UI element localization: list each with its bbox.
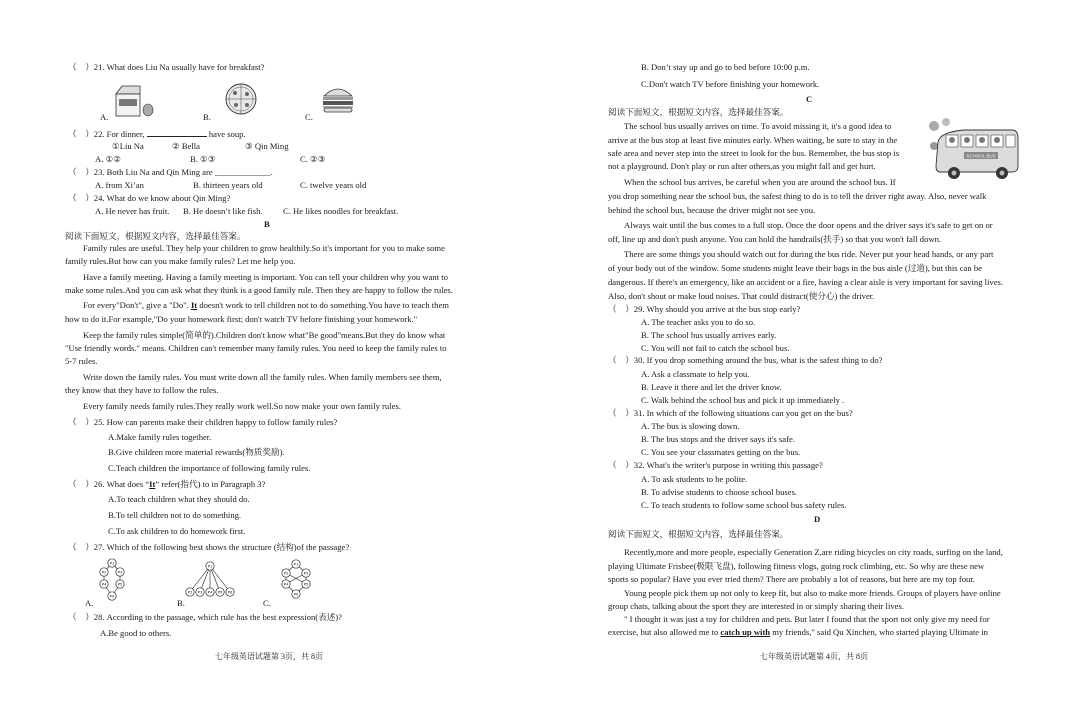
q21-option-b: B. — [203, 112, 211, 122]
c-para2-line3: behind the school bus, because the driver might not see you. — [608, 205, 816, 215]
hamburger-image — [321, 84, 355, 114]
question-30: （ ）30. If you drop something around the bus, what is the safest thing to do? — [608, 355, 883, 365]
para4-line1: Keep the family rules simple(简单的).Children don't know what"Be good"means.But they do know what — [83, 330, 446, 340]
q31-option-b: B. The bus stops and the driver says it's safe. — [641, 434, 795, 444]
q22-name-1: ①Liu Na — [112, 141, 144, 151]
section-b-heading: B — [264, 219, 270, 229]
para3-line2: how to do it.For example,"Do your homework first; don't watch TV before finishing your homework." — [65, 314, 418, 324]
q24-option-b: B. He doesn’t like fish. — [183, 206, 263, 216]
q31-option-c: C. You see your classmates getting on the bus. — [641, 447, 801, 457]
q31-option-a: A. The bus is slowing down. — [641, 421, 740, 431]
para1-line2: family rules.But how can you make family rules? Let me help you. — [65, 256, 296, 266]
d-para1-line1: Recently,more and more people, especially Generation Z,are riding bicycles on city roads, surfing on the land, — [624, 547, 1003, 557]
diagram-b-leaf-label: P4 — [207, 590, 213, 595]
q26-option-a: A.To teach children what they should do. — [108, 494, 250, 504]
diagram-c-mid-label: P2 — [283, 571, 289, 576]
c-para3-line2: off, line up and don't push anyone. You can hold the handrails(扶手) so that you won't fall down. — [608, 234, 942, 244]
diagram-a-mid-label: P2 — [101, 570, 107, 575]
c-para2-line1: When the school bus arrives, be careful when you are around the school bus. If — [624, 177, 896, 187]
q21-option-a: A. — [100, 112, 109, 122]
answer-blank — [147, 128, 207, 137]
d-para1-line2: playing Ultimate Frisbee(极限飞盘), following fitness vlogs, going rock climbing, etc. So why are these new — [608, 561, 985, 571]
q30-option-a: A. Ask a classmate to help you. — [641, 369, 750, 379]
q30-option-c: C. Walk behind the school bus and pick it up immediately . — [641, 395, 845, 405]
q22-option-a: A. ①② — [95, 154, 121, 164]
q22-name-3: ③ Qin Ming — [245, 141, 289, 151]
diagram-b-top-label: P1 — [207, 564, 213, 569]
q23-option-a: A. from Xi’an — [95, 180, 144, 190]
q30-option-b: B. Leave it there and let the driver know. — [641, 382, 782, 392]
para2-line2: make some rules.And you can ask what they think is a good family rule. Then they are happy to follow the rules. — [65, 285, 453, 295]
diagram-a-top-label: P1 — [109, 561, 115, 566]
q27-option-a: A. — [85, 598, 94, 608]
q27-option-b: B. — [177, 598, 185, 608]
d-para1-line3: sports so popular? Have you ever tried them? There are probably a lot of reasons, but here are my top four. — [608, 574, 975, 584]
diagram-c-mid-label: P5 — [303, 582, 309, 587]
instruction-d: 阅读下面短文，根据短文内容，选择最佳答案。 — [608, 529, 789, 539]
q28-option-b: B. Don’t stay up and go to bed before 10:00 p.m. — [641, 62, 810, 72]
para6: Every family needs family rules.They really work well.So now make your own family rules. — [83, 401, 401, 411]
q32-option-b: B. To advise students to choose school buses. — [641, 487, 798, 497]
para4-line2: "Use friendly words." means. Children can't remember many family rules. You need to keep the family rules to — [65, 343, 447, 353]
d-para3-line2: exercise, but also allowed me to catch up with my friends," said Qu Xinchen, who started playing Ultimate in — [608, 627, 988, 637]
diagram-c-bottom-label: P6 — [293, 592, 299, 597]
instruction-c: 阅读下面短文，根据短文内容，选择最佳答案。 — [608, 107, 789, 117]
diagram-b-leaf-label: P3 — [197, 590, 203, 595]
c-para1-line1: The school bus usually arrives on time. To avoid missing it, it's a good idea to — [624, 121, 892, 131]
question-24: （ ）24. What do we know about Qin Ming? — [68, 193, 231, 203]
question-28: （ ）28. According to the passage, which rule has the best expression(表述)? — [68, 612, 342, 622]
question-22: （ ）22. For dinner, have soup. — [68, 129, 246, 139]
c-para4-line1: There are some things you should watch out for during the bus ride. Never put your head hands, or any part — [624, 249, 994, 259]
q23-option-b: B. thirteen years old — [193, 180, 263, 190]
q22-option-b: B. ①③ — [190, 154, 216, 164]
pizza-image — [222, 82, 260, 116]
question-32: （ ）32. What's the writer's purpose in writing this passage? — [608, 460, 823, 470]
question-21: （ ）21. What does Liu Na usually have for breakfast? — [68, 62, 265, 72]
para4-line3: 5-7 rules. — [65, 356, 98, 366]
question-23: （ ）23. Both Liu Na and Qin Ming are _____________. — [68, 167, 273, 177]
q24-option-a: A. He never has fruit. — [95, 206, 170, 216]
diagram-c-top-label: P1 — [293, 562, 299, 567]
c-para4-line4: Also, don't shout or make loud noises. That could distract(使分心) the driver. — [608, 291, 875, 301]
diagram-a-mid-label: P4 — [101, 582, 107, 587]
q23-option-c: C. twelve years old — [300, 180, 367, 190]
q32-option-c: C. To teach students to follow some school bus safety rules. — [641, 500, 847, 510]
q21-option-c: C. — [305, 112, 313, 122]
question-26: （ ）26. What does “It” refer(指代) to in Paragraph 3? — [68, 479, 266, 489]
diagram-c-mid-label: P3 — [303, 571, 309, 576]
q25-option-a: A.Make family rules together. — [108, 432, 212, 442]
q29-option-c: C. You will not fail to catch the school bus. — [641, 343, 790, 353]
section-c-heading: C — [806, 94, 813, 104]
c-para3-line1: Always wait until the bus comes to a full stop. Once the door opens and the driver says it's safe to get on or — [624, 220, 993, 230]
para5-line1: Write down the family rules. You must write down all the family rules. When family members see them, — [83, 372, 442, 382]
q32-option-a: A. To ask students to be polite. — [641, 474, 748, 484]
question-31: （ ）31. In which of the following situations can you get on the bus? — [608, 408, 853, 418]
diagram-a-mid-label: P3 — [117, 570, 123, 575]
para2-line1: Have a family meeting. Having a family meeting is important. You can tell your children why you want to — [83, 272, 448, 282]
q28-option-a: A.Be good to others. — [100, 628, 172, 638]
diagram-b-leaf-label: P6 — [227, 590, 233, 595]
para1-line1: Family rules are useful. They help your children to grow healthily.So it's important for you to make some — [83, 243, 445, 253]
c-para2-line2: you drop something near the school bus, the safest thing to do is to tell the driver right away. Also, never walk — [608, 191, 987, 201]
milk-egg-image — [112, 80, 154, 118]
q27-option-c: C. — [263, 598, 271, 608]
bus-sign-text: SCHOOL BUS — [966, 153, 996, 159]
q25-option-b: B.Give children more material rewards(物质奖励). — [108, 447, 285, 457]
q26-option-c: C.To ask children to do homework first. — [108, 526, 246, 536]
c-para1-line2: arrive at the bus stop at least five minutes early. When waiting, be sure to stay in the — [608, 135, 898, 145]
d-para2-line2: group chats, talking about the sport they are interested in or simply sharing their lives. — [608, 601, 904, 611]
section-d-heading: D — [814, 514, 821, 524]
diagram-c-mid-label: P4 — [283, 582, 289, 587]
q22-name-2: ② Bella — [172, 141, 200, 151]
school-bus-image — [924, 116, 1020, 186]
d-para3-line1: " I thought it was just a toy for children and pets. But later I found that the sport not only give my need for — [624, 614, 990, 624]
c-para4-line3: dangerous. If there's an emergency, like an accident or a fire, having a clear aisle is very important for saving lives. — [608, 277, 1004, 287]
c-para1-line3: safe area and never step into the street to look for the bus. Remember, the bus stop is — [608, 148, 900, 158]
q26-option-b: B.To tell children not to do something. — [108, 510, 242, 520]
diagram-b-leaf-label: P2 — [187, 590, 193, 595]
para3-line1: For every"Don't", give a "Do". It doesn't work to tell children not to do something.You have to teach them — [83, 300, 449, 310]
diagram-a-mid-label: P5 — [117, 582, 123, 587]
page-footer-left: 七年级英语试题第 3页，共 8页 — [215, 652, 323, 661]
instruction-b: 阅读下面短文，根据短文内容，选择最佳答案。 — [65, 231, 246, 241]
question-29: （ ）29. Why should you arrive at the bus stop early? — [608, 304, 801, 314]
d-para2-line1: Young people pick them up not only to keep fit, but also to make more friends. Groups of players have online — [624, 588, 1001, 598]
structure-diagram-c — [272, 560, 320, 602]
c-para1-line4: not a playground. Don't play or run after others,as you might fall and get hurt. — [608, 161, 876, 171]
structure-diagram-a — [92, 558, 132, 606]
structure-diagram-b — [184, 560, 240, 600]
q22-option-c: C. ②③ — [300, 154, 326, 164]
q24-option-c: C. He likes noodles for breakfast. — [283, 206, 399, 216]
question-27: （ ）27. Which of the following best shows the structure (结构)of the passage? — [68, 542, 350, 552]
para5-line2: they know that they have to follow the rules. — [65, 385, 219, 395]
q28-option-c: C.Don't watch TV before finishing your homework. — [641, 79, 820, 89]
diagram-b-leaf-label: P5 — [217, 590, 223, 595]
question-25: （ ）25. How can parents make their children happy to follow family rules? — [68, 417, 338, 427]
diagram-a-bottom-label: P6 — [109, 594, 115, 599]
page-footer-right: 七年级英语试题第 4页，共 8页 — [760, 652, 868, 661]
q29-option-a: A. The teacher asks you to do so. — [641, 317, 756, 327]
q29-option-b: B. The school bus usually arrives early. — [641, 330, 777, 340]
c-para4-line2: of your body out of the window. Some students might leave their bags in the bus aisle (过道), but this can be — [608, 263, 982, 273]
q25-option-c: C.Teach children the importance of following family rules. — [108, 463, 311, 473]
